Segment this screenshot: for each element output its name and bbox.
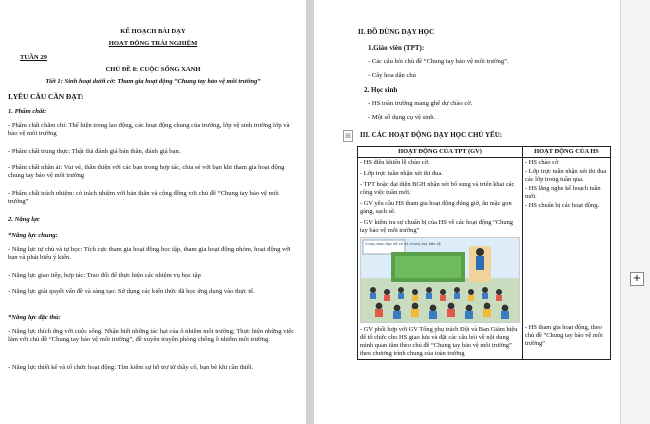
specific-competencies-heading: *Năng lực đặc thù:	[8, 314, 61, 321]
teacher-activities-cell	[358, 158, 523, 360]
student-material-tools: - Một số dụng cụ vệ sinh.	[368, 114, 436, 121]
subsection-competencies: 2. Năng lực	[8, 216, 40, 223]
column-header-student: HOẠT ĐỘNG CỦA HS	[523, 147, 611, 158]
plan-title: KẾ HOẠCH BÀI DẠY	[120, 28, 186, 35]
document-page-left	[0, 0, 306, 424]
quality-kind: - Phẩm chất nhân ái: Vui vẻ, thân thiện với các bạn trong hợp tác, chia sẻ với bạn khi tham gia hoạt động chung tay bảo vệ môi trường	[8, 164, 285, 179]
subsection-qualities: 1. Phẩm chất:	[8, 108, 47, 115]
teacher-activity: - GV yêu cầu HS tham gia hoạt động đúng giờ, ăn mặc gọn gàng, sạch sẽ.	[360, 200, 512, 215]
student-materials-heading: 2. Học sinh	[364, 86, 398, 94]
illustration-caption: Cùng nhau đọc lời cổ vũ chung tay bảo vệ	[365, 242, 441, 246]
week-label: TUẦN 29	[20, 54, 47, 61]
teacher-material-questions: - Các câu hỏi chủ đề “Chung tay bảo vệ môi trường”.	[368, 58, 509, 65]
quality-diligent: - Phẩm chất chăm chỉ: Thể hiện trong lao động, các hoạt động chung của trường, lớp vệ sinh trường lớp và bảo vệ môi trường	[8, 122, 290, 137]
section-requirements: I.YÊU CẦU CẦN ĐẠT:	[8, 92, 84, 101]
student-activity-participation: - HS tham gia hoạt động, theo chủ đề “Chung tay bảo vệ môi trường”	[525, 324, 603, 347]
student-activity: - HS chuẩn bị các hoạt động.	[525, 202, 600, 209]
table-row	[358, 158, 611, 360]
student-activities-cell	[523, 158, 611, 360]
student-material-chairs: - HS toàn trường mang ghế dự chào cờ.	[368, 100, 473, 107]
teacher-activity: - Lớp trực tuần nhận xét thi đua.	[360, 170, 443, 177]
teacher-activity-exchange: - GV phối hợp với GV Tổng phụ trách Đội và Ban Giám hiệu để tổ chức cho HS giao lưu và đặt các câu hỏi về nội dung mình quan tâm theo chủ đề “Chung tay bảo vệ môi trường” theo chương trình chung của toàn trường	[360, 326, 518, 357]
page-gap	[306, 0, 314, 424]
section-activities: III. CÁC HOẠT ĐỘNG DẠY HỌC CHỦ YẾU:	[360, 131, 503, 139]
table-move-handle[interactable]: ⊞	[343, 130, 353, 142]
student-activity: - HS chào cờ	[525, 159, 559, 166]
activities-table	[357, 146, 611, 360]
competency-problem-solving: - Năng lực giải quyết vấn đề và sáng tạo: Sử dụng các kiến thức đã học ứng dụng vào thực tế.	[8, 288, 255, 295]
general-competencies-heading: *Năng lực chung:	[8, 232, 58, 239]
competency-organization: - Năng lực thiết kế và tổ chức hoạt động: Tìm kiếm sự hỗ trợ từ thầy cô, bạn bè khi cần thiết.	[8, 364, 254, 371]
student-activity: - HS lắng nghe kế hoạch tuần mới.	[525, 185, 601, 200]
teacher-activity: - GV kiểm tra sự chuẩn bị của HS về các hoạt động “Chung tay bảo vệ môi trường”	[360, 219, 513, 234]
plan-subtitle: HOẠT ĐỘNG TRẢI NGHIỆM	[108, 40, 198, 47]
lesson-heading: Tiết 1: Sinh hoạt dưới cờ: Tham gia hoạt động “Chung tay bảo vệ môi trường”	[45, 78, 261, 85]
teacher-materials-heading: 1.Giáo viên (TPT):	[368, 44, 425, 52]
document-page-right	[314, 0, 620, 424]
section-materials: II. ĐỒ DÙNG DẠY HỌC	[358, 28, 435, 36]
topic-heading: CHỦ ĐỀ 8: CUỘC SỐNG XANH	[105, 66, 201, 73]
quality-honest: - Phẩm chất trung thực: Thật thà đánh giá bản thân, đánh giá bạn.	[8, 148, 181, 155]
teacher-activity: - TPT hoặc đại diện BGH nhận xét bổ sung và triển khai các công việc tuần mới.	[360, 181, 515, 196]
school-assembly-illustration	[361, 238, 519, 322]
teacher-activity: - HS điều khiển lễ chào cờ.	[360, 159, 430, 166]
quality-responsible: - Phẩm chất trách nhiệm: có trách nhiệm với bản thân và cộng đồng với chủ đề “Chung tay bảo vệ môi trường”	[8, 190, 279, 205]
column-header-teacher: HOẠT ĐỘNG CỦA TPT (GV)	[358, 147, 523, 158]
teacher-material-flower: - Cây hoa dân chủ	[368, 72, 416, 79]
competency-self-learning: - Năng lực tự chủ và tự học: Tích cực tham gia hoạt động học tập, tham gia hoạt động nhóm, hoạt động với bạn và phát biểu ý kiến.	[8, 246, 291, 261]
competency-adaptation: - Năng lực thích ứng với cuộc sống. Nhận biết những tác hại của ô nhiễm môi trường; Thực hiện những việc làm với chủ đề “Chung tay bảo vệ môi trường”, đề xuyên truyền phòng chống ô nhiễm môi trường.	[8, 328, 295, 343]
zoom-in-button[interactable]: +	[630, 272, 644, 286]
side-panel	[620, 0, 650, 424]
illustration-image	[360, 237, 520, 323]
competency-communication: - Năng lực giao tiếp, hợp tác: Trao đổi để thực hiện các nhiệm vụ học tập	[8, 272, 201, 279]
student-activity: - Lớp trực tuần nhận xét thi đua các lớp trong tuần qua.	[525, 168, 607, 183]
table-header-row	[358, 147, 611, 158]
